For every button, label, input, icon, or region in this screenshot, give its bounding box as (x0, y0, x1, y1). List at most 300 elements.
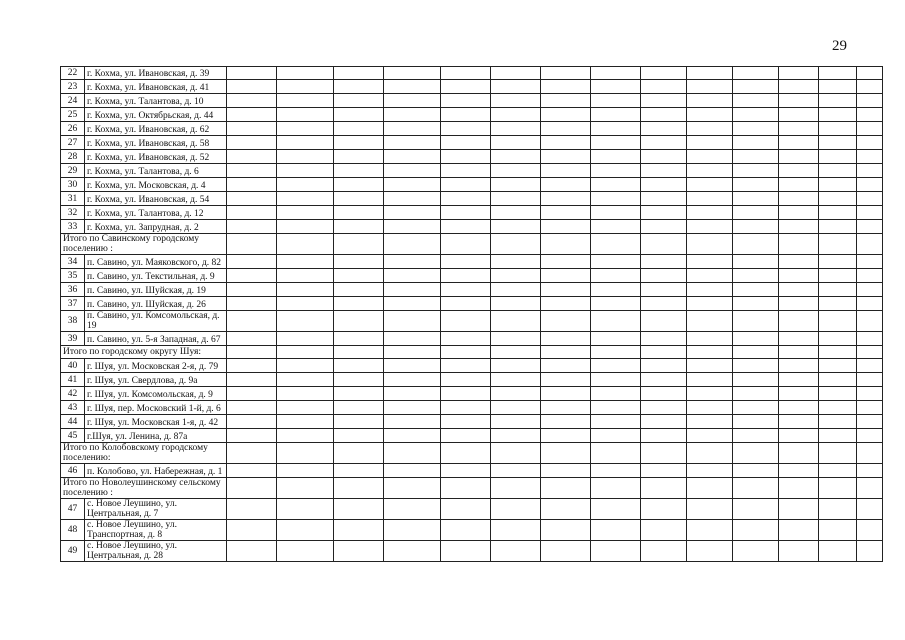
value-cell (441, 499, 491, 520)
value-cell (491, 164, 541, 178)
value-cell (277, 67, 334, 80)
table-row (61, 178, 883, 192)
value-cell (779, 311, 819, 332)
value-cell (334, 443, 384, 464)
value-cell (779, 164, 819, 178)
value-cell (641, 520, 687, 541)
value-cell (591, 192, 641, 206)
value-cell (384, 297, 441, 311)
value-cell (591, 164, 641, 178)
value-cell (334, 136, 384, 150)
value-cell (641, 541, 687, 562)
value-cell (227, 94, 277, 108)
address-cell: г. Кохма, ул. Ивановская, д. 58 (85, 136, 227, 150)
address-cell: г. Шуя, ул. Московская 1-я, д. 42 (85, 415, 227, 429)
value-cell (733, 359, 779, 373)
value-cell (687, 178, 733, 192)
value-cell (384, 541, 441, 562)
table-row (61, 415, 883, 429)
value-cell (641, 415, 687, 429)
value-cell (857, 464, 883, 478)
row-number: 34 (61, 255, 85, 269)
value-cell (779, 520, 819, 541)
value-cell (779, 499, 819, 520)
table-row (61, 192, 883, 206)
value-cell (334, 164, 384, 178)
value-cell (641, 359, 687, 373)
value-cell (334, 541, 384, 562)
table-row (61, 387, 883, 401)
value-cell (819, 192, 857, 206)
value-cell (441, 150, 491, 164)
value-cell (819, 108, 857, 122)
value-cell (819, 206, 857, 220)
value-cell (277, 311, 334, 332)
value-cell (687, 220, 733, 234)
value-cell (441, 401, 491, 415)
value-cell (819, 415, 857, 429)
value-cell (641, 332, 687, 346)
value-cell (733, 443, 779, 464)
value-cell (687, 234, 733, 255)
value-cell (591, 67, 641, 80)
value-cell (819, 150, 857, 164)
value-cell (441, 297, 491, 311)
row-number: 27 (61, 136, 85, 150)
address-cell: п. Савино, ул. Шуйская, д. 19 (85, 283, 227, 297)
value-cell (334, 150, 384, 164)
subtotal-label: Итого по Колобовскому городскому поселению: (61, 443, 227, 464)
value-cell (227, 283, 277, 297)
value-cell (819, 220, 857, 234)
ledger-table (60, 66, 883, 562)
value-cell (857, 283, 883, 297)
value-cell (541, 429, 591, 443)
value-cell (441, 283, 491, 297)
value-cell (227, 178, 277, 192)
table-row (61, 269, 883, 283)
table-row (61, 255, 883, 269)
value-cell (277, 346, 334, 359)
table-row (61, 136, 883, 150)
value-cell (334, 429, 384, 443)
value-cell (541, 401, 591, 415)
value-cell (277, 80, 334, 94)
value-cell (733, 234, 779, 255)
value-cell (819, 541, 857, 562)
value-cell (334, 387, 384, 401)
value-cell (277, 178, 334, 192)
value-cell (541, 520, 591, 541)
value-cell (641, 346, 687, 359)
value-cell (277, 478, 334, 499)
value-cell (641, 283, 687, 297)
row-number: 32 (61, 206, 85, 220)
value-cell (857, 520, 883, 541)
value-cell (591, 520, 641, 541)
value-cell (819, 429, 857, 443)
value-cell (779, 220, 819, 234)
address-cell: п. Савино, ул. Шуйская, д. 26 (85, 297, 227, 311)
value-cell (541, 283, 591, 297)
value-cell (779, 359, 819, 373)
value-cell (779, 429, 819, 443)
value-cell (591, 332, 641, 346)
table-row (61, 297, 883, 311)
value-cell (384, 220, 441, 234)
value-cell (641, 192, 687, 206)
row-number: 23 (61, 80, 85, 94)
value-cell (384, 415, 441, 429)
value-cell (334, 478, 384, 499)
value-cell (441, 136, 491, 150)
value-cell (779, 541, 819, 562)
value-cell (491, 346, 541, 359)
value-cell (441, 415, 491, 429)
value-cell (227, 373, 277, 387)
value-cell (641, 108, 687, 122)
value-cell (334, 178, 384, 192)
value-cell (641, 122, 687, 136)
value-cell (441, 464, 491, 478)
value-cell (641, 464, 687, 478)
value-cell (591, 443, 641, 464)
value-cell (384, 192, 441, 206)
value-cell (687, 478, 733, 499)
value-cell (591, 359, 641, 373)
value-cell (687, 94, 733, 108)
value-cell (384, 387, 441, 401)
value-cell (733, 283, 779, 297)
value-cell (779, 387, 819, 401)
subtotal-row (61, 443, 883, 464)
value-cell (491, 122, 541, 136)
value-cell (384, 80, 441, 94)
value-cell (384, 67, 441, 80)
value-cell (227, 332, 277, 346)
table-row (61, 67, 883, 80)
value-cell (819, 136, 857, 150)
value-cell (491, 401, 541, 415)
value-cell (227, 136, 277, 150)
value-cell (819, 283, 857, 297)
value-cell (227, 429, 277, 443)
value-cell (541, 192, 591, 206)
table-row (61, 311, 883, 332)
value-cell (779, 332, 819, 346)
value-cell (334, 283, 384, 297)
value-cell (857, 234, 883, 255)
value-cell (441, 443, 491, 464)
value-cell (857, 332, 883, 346)
value-cell (384, 206, 441, 220)
row-number: 46 (61, 464, 85, 478)
value-cell (779, 94, 819, 108)
row-number: 30 (61, 178, 85, 192)
value-cell (384, 94, 441, 108)
value-cell (491, 478, 541, 499)
value-cell (541, 67, 591, 80)
value-cell (384, 122, 441, 136)
value-cell (591, 269, 641, 283)
value-cell (384, 373, 441, 387)
value-cell (334, 297, 384, 311)
value-cell (384, 520, 441, 541)
value-cell (227, 541, 277, 562)
table-row (61, 464, 883, 478)
value-cell (491, 234, 541, 255)
value-cell (733, 297, 779, 311)
address-cell: с. Новое Леушино, ул. Центральная, д. 28 (85, 541, 227, 562)
value-cell (857, 346, 883, 359)
row-number: 39 (61, 332, 85, 346)
value-cell (733, 136, 779, 150)
value-cell (779, 297, 819, 311)
value-cell (384, 311, 441, 332)
row-number: 26 (61, 122, 85, 136)
value-cell (591, 311, 641, 332)
value-cell (779, 401, 819, 415)
address-cell: г. Кохма, ул. Талантова, д. 10 (85, 94, 227, 108)
table-row (61, 206, 883, 220)
row-number: 44 (61, 415, 85, 429)
value-cell (277, 520, 334, 541)
value-cell (541, 346, 591, 359)
value-cell (687, 520, 733, 541)
value-cell (277, 443, 334, 464)
value-cell (384, 136, 441, 150)
value-cell (384, 499, 441, 520)
value-cell (491, 429, 541, 443)
address-cell: с. Новое Леушино, ул. Транспортная, д. 8 (85, 520, 227, 541)
value-cell (687, 541, 733, 562)
value-cell (384, 443, 441, 464)
page-number: 29 (832, 38, 847, 54)
address-cell: г. Кохма, ул. Талантова, д. 6 (85, 164, 227, 178)
value-cell (687, 464, 733, 478)
value-cell (687, 346, 733, 359)
value-cell (591, 94, 641, 108)
address-cell: с. Новое Леушино, ул. Центральная, д. 7 (85, 499, 227, 520)
address-cell: г. Шуя, ул. Комсомольская, д. 9 (85, 387, 227, 401)
row-number: 25 (61, 108, 85, 122)
value-cell (591, 387, 641, 401)
value-cell (733, 269, 779, 283)
value-cell (541, 311, 591, 332)
address-cell: г. Кохма, ул. Талантова, д. 12 (85, 206, 227, 220)
table-row (61, 499, 883, 520)
value-cell (591, 283, 641, 297)
value-cell (277, 136, 334, 150)
value-cell (857, 401, 883, 415)
value-cell (857, 499, 883, 520)
value-cell (591, 401, 641, 415)
row-number: 31 (61, 192, 85, 206)
address-cell: г. Кохма, ул. Ивановская, д. 39 (85, 67, 227, 80)
value-cell (491, 108, 541, 122)
address-cell: п. Савино, ул. 5-я Западная, д. 67 (85, 332, 227, 346)
value-cell (541, 297, 591, 311)
value-cell (277, 499, 334, 520)
row-number: 41 (61, 373, 85, 387)
value-cell (334, 234, 384, 255)
value-cell (819, 164, 857, 178)
value-cell (491, 332, 541, 346)
value-cell (779, 206, 819, 220)
value-cell (334, 373, 384, 387)
value-cell (857, 136, 883, 150)
value-cell (441, 122, 491, 136)
value-cell (641, 297, 687, 311)
value-cell (277, 541, 334, 562)
value-cell (687, 415, 733, 429)
value-cell (491, 136, 541, 150)
value-cell (441, 387, 491, 401)
value-cell (541, 415, 591, 429)
value-cell (591, 429, 641, 443)
value-cell (857, 94, 883, 108)
value-cell (591, 415, 641, 429)
value-cell (541, 359, 591, 373)
value-cell (591, 108, 641, 122)
value-cell (819, 359, 857, 373)
value-cell (541, 478, 591, 499)
value-cell (491, 178, 541, 192)
value-cell (733, 164, 779, 178)
value-cell (441, 255, 491, 269)
value-cell (687, 443, 733, 464)
value-cell (857, 164, 883, 178)
value-cell (441, 178, 491, 192)
value-cell (441, 108, 491, 122)
value-cell (641, 255, 687, 269)
value-cell (277, 108, 334, 122)
value-cell (687, 192, 733, 206)
value-cell (857, 192, 883, 206)
value-cell (384, 178, 441, 192)
value-cell (819, 178, 857, 192)
value-cell (334, 94, 384, 108)
value-cell (733, 206, 779, 220)
value-cell (733, 387, 779, 401)
value-cell (857, 297, 883, 311)
row-number: 36 (61, 283, 85, 297)
value-cell (819, 478, 857, 499)
address-cell: г. Кохма, ул. Октябрьская, д. 44 (85, 108, 227, 122)
value-cell (334, 220, 384, 234)
value-cell (277, 220, 334, 234)
value-cell (641, 234, 687, 255)
value-cell (857, 67, 883, 80)
value-cell (227, 255, 277, 269)
value-cell (641, 311, 687, 332)
address-cell: г.Шуя, ул. Ленина, д. 87а (85, 429, 227, 443)
table-row (61, 122, 883, 136)
table-row (61, 359, 883, 373)
table-row (61, 401, 883, 415)
value-cell (384, 269, 441, 283)
value-cell (334, 80, 384, 94)
value-cell (733, 464, 779, 478)
value-cell (857, 206, 883, 220)
value-cell (819, 94, 857, 108)
table-row (61, 164, 883, 178)
value-cell (733, 94, 779, 108)
value-cell (819, 297, 857, 311)
value-cell (857, 80, 883, 94)
value-cell (227, 80, 277, 94)
value-cell (779, 283, 819, 297)
value-cell (384, 164, 441, 178)
value-cell (819, 67, 857, 80)
value-cell (733, 541, 779, 562)
value-cell (334, 269, 384, 283)
value-cell (733, 332, 779, 346)
value-cell (779, 136, 819, 150)
value-cell (277, 150, 334, 164)
value-cell (779, 269, 819, 283)
value-cell (541, 164, 591, 178)
value-cell (591, 234, 641, 255)
value-cell (591, 478, 641, 499)
value-cell (687, 283, 733, 297)
value-cell (857, 373, 883, 387)
row-number: 28 (61, 150, 85, 164)
value-cell (541, 373, 591, 387)
value-cell (491, 67, 541, 80)
value-cell (779, 192, 819, 206)
value-cell (491, 206, 541, 220)
value-cell (591, 297, 641, 311)
value-cell (541, 255, 591, 269)
value-cell (687, 150, 733, 164)
value-cell (687, 255, 733, 269)
value-cell (277, 192, 334, 206)
value-cell (641, 269, 687, 283)
value-cell (687, 429, 733, 443)
value-cell (334, 499, 384, 520)
value-cell (779, 122, 819, 136)
address-cell: г. Кохма, ул. Московская, д. 4 (85, 178, 227, 192)
value-cell (491, 269, 541, 283)
value-cell (687, 387, 733, 401)
table-row (61, 332, 883, 346)
value-cell (491, 387, 541, 401)
value-cell (384, 401, 441, 415)
value-cell (641, 387, 687, 401)
value-cell (227, 150, 277, 164)
value-cell (227, 443, 277, 464)
value-cell (857, 178, 883, 192)
value-cell (491, 499, 541, 520)
subtotal-label: Итого по Новолеушинскому сельскому поселению : (61, 478, 227, 499)
subtotal-row (61, 346, 883, 359)
value-cell (227, 387, 277, 401)
value-cell (687, 122, 733, 136)
value-cell (541, 499, 591, 520)
value-cell (227, 499, 277, 520)
value-cell (334, 359, 384, 373)
value-cell (641, 80, 687, 94)
value-cell (779, 346, 819, 359)
value-cell (277, 283, 334, 297)
value-cell (733, 255, 779, 269)
value-cell (277, 234, 334, 255)
value-cell (334, 311, 384, 332)
value-cell (227, 220, 277, 234)
value-cell (227, 206, 277, 220)
table-row (61, 373, 883, 387)
